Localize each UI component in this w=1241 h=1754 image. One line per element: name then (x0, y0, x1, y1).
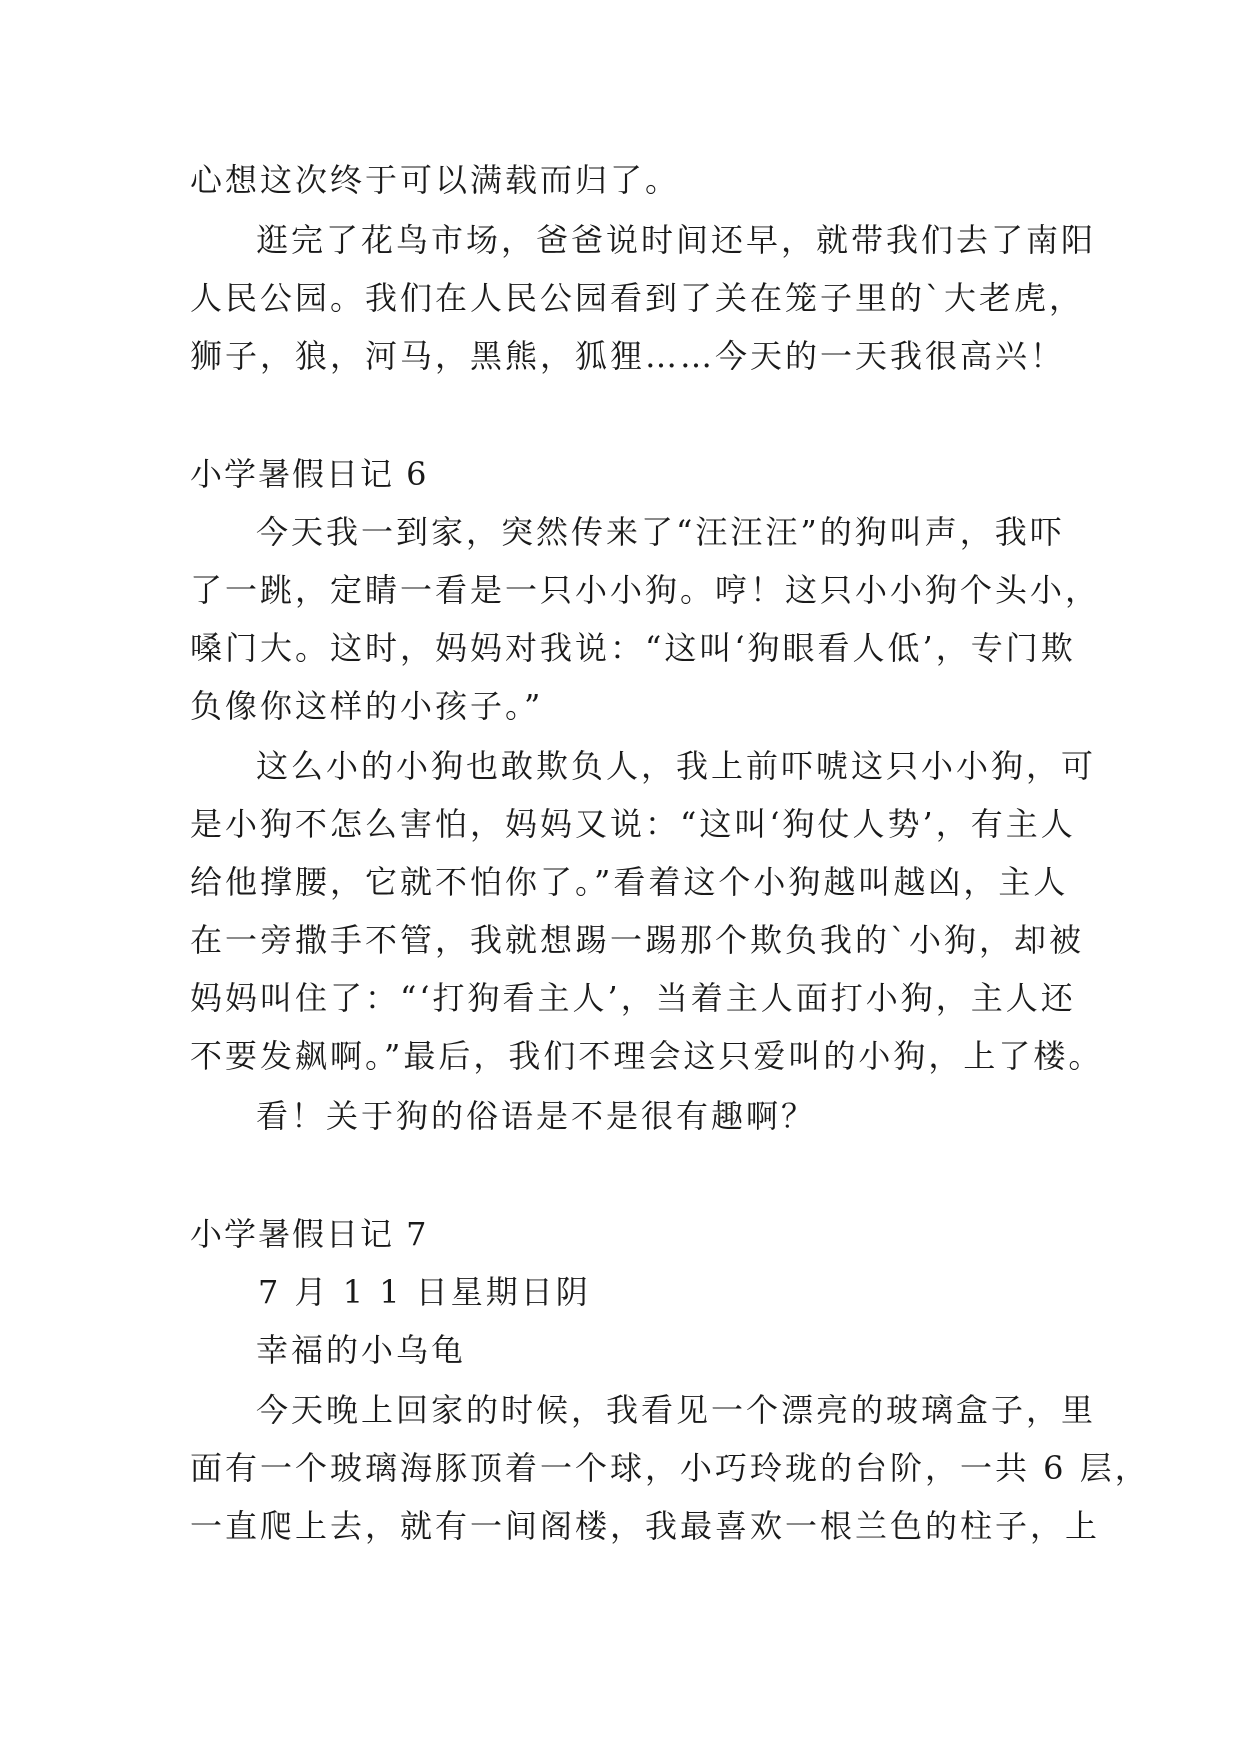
paragraph-line: 不要发飙啊。”最后，我们不理会这只爱叫的小狗，上了楼。 (190, 1037, 1104, 1075)
diary-title: 幸福的小乌龟 (256, 1331, 467, 1369)
paragraph-line: 这么小的小狗也敢欺负人，我上前吓唬这只小小狗，可 (256, 747, 1097, 785)
paragraph-line: 给他撑腰，它就不怕你了。”看着这个小狗越叫越凶，主人 (190, 863, 1069, 901)
paragraph-line: 逛完了花鸟市场，爸爸说时间还早，就带我们去了南阳 (256, 221, 1097, 259)
diary-date: 7 月 1 1 日星期日阴 (258, 1273, 591, 1311)
paragraph-line: 今天我一到家，突然传来了“汪汪汪”的狗叫声，我吓 (256, 513, 1065, 551)
paragraph-line: 狮子，狼，河马，黑熊，狐狸……今天的一天我很高兴！ (190, 337, 1066, 375)
section-heading: 小学暑假日记 7 (190, 1215, 429, 1253)
paragraph-line: 了一跳，定睛一看是一只小小狗。哼！这只小小狗个头小， (190, 571, 1101, 609)
paragraph-line: 是小狗不怎么害怕，妈妈又说：“这叫‘狗仗人势’，有主人 (190, 805, 1076, 843)
paragraph-line: 人民公园。我们在人民公园看到了关在笼子里的`大老虎， (190, 279, 1085, 317)
section-heading: 小学暑假日记 6 (190, 455, 429, 493)
paragraph-line: 一直爬上去，就有一间阁楼，我最喜欢一根兰色的柱子，上 (190, 1507, 1101, 1545)
paragraph-line: 面有一个玻璃海豚顶着一个球，小巧玲珑的台阶，一共 6 层， (190, 1449, 1150, 1487)
paragraph-line: 心想这次终于可以满载而归了。 (190, 161, 681, 199)
paragraph-line: 负像你这样的小孩子。” (190, 687, 544, 725)
paragraph-line: 在一旁撒手不管，我就想踢一踢那个欺负我的`小狗，却被 (190, 921, 1085, 959)
paragraph-line: 看！关于狗的俗语是不是很有趣啊？ (256, 1097, 817, 1135)
paragraph-line: 今天晚上回家的时候，我看见一个漂亮的玻璃盒子，里 (256, 1391, 1097, 1429)
paragraph-line: 妈妈叫住了：“‘打狗看主人’，当着主人面打小狗，主人还 (190, 979, 1076, 1017)
paragraph-line: 嗓门大。这时，妈妈对我说：“这叫‘狗眼看人低’，专门欺 (190, 629, 1076, 667)
